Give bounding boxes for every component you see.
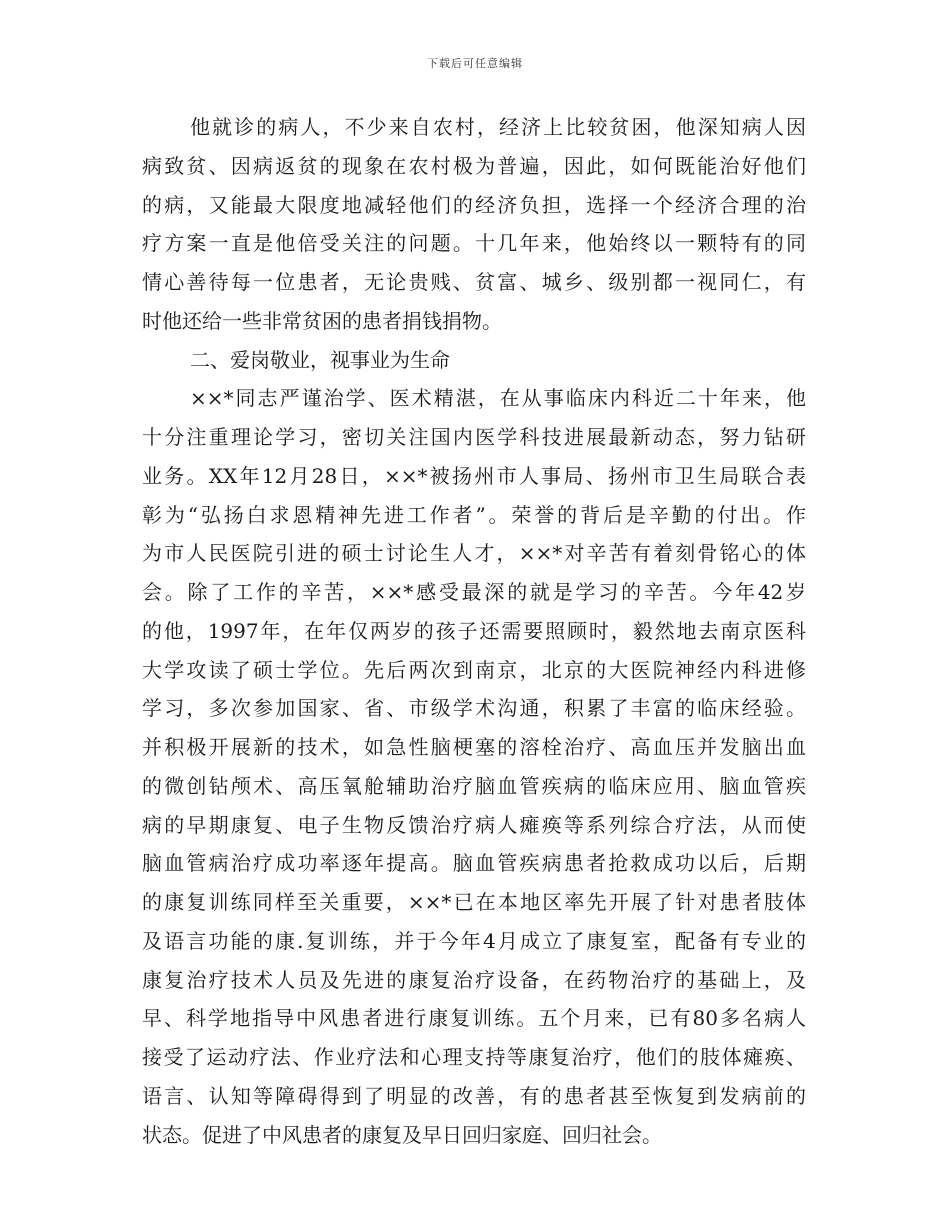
text-line: 及语言功能的康.复训练，并于今年4月成立了康复室，配备有专业的: [142, 928, 806, 953]
text-line: ××*同志严谨治学、医术精湛，在从事临床内科近二十年来，他: [190, 386, 806, 411]
document-body: [142, 108, 806, 1154]
text-line: 业务。XX年12月28日，××*被扬州市人事局、扬州市卫生局联合表: [142, 463, 806, 488]
text-line: 接受了运动疗法、作业疗法和心理支持等康复治疗，他们的肢体瘫痪、: [142, 1045, 806, 1069]
text-line: 彰为“弘扬白求恩精神先进工作者”。荣誉的背后是辛勤的付出。作: [142, 502, 806, 527]
text-line: 病的早期康复、电子生物反馈治疗病人瘫痪等系列综合疗法，从而使: [142, 812, 806, 837]
text-line: 情心善待每一位患者，无论贵贱、贫富、城乡、级别都一视同仁，有: [142, 270, 806, 294]
text-line: 他就诊的病人，不少来自农村，经济上比较贫困，他深知病人因: [190, 115, 806, 139]
section-heading: 二、爱岗敬业，视事业为生命: [190, 347, 450, 372]
text-line: 的病，又能最大限度地减轻他们的经济负担，选择一个经济合理的治: [142, 192, 806, 217]
text-line: 脑血管病治疗成功率逐年提高。脑血管疾病患者抢救成功以后，后期: [142, 851, 806, 876]
text-line: 的微创钻颅术、高压氧舱辅助治疗脑血管疾病的临床应用、脑血管疾: [142, 773, 806, 798]
text-line: 的他，1997年，在年仅两岁的孩子还需要照顾时，毅然地去南京医科: [142, 618, 806, 643]
text-line: 早、科学地指导中风患者进行康复训练。五个月来，已有80多名病人: [142, 1006, 806, 1031]
page-header: 下载后可任意编辑: [427, 57, 523, 70]
text-line: 大学攻读了硕士学位。先后两次到南京，北京的大医院神经内科进修: [142, 657, 806, 682]
text-line: 状态。促进了中风患者的康复及早日回归家庭、回归社会。: [142, 1122, 662, 1147]
text-line: 并积极开展新的技术，如急性脑梗塞的溶栓治疗、高血压并发脑出血: [142, 735, 806, 759]
text-line: 学习，多次参加国家、省、市级学术沟通，积累了丰富的临床经验。: [142, 696, 806, 721]
text-line: 康复治疗技术人员及先进的康复治疗设备，在药物治疗的基础上，及: [142, 967, 806, 992]
text-line: 为市人民医院引进的硕士讨论生人才，××*对辛苦有着刻骨铭心的体: [142, 541, 806, 566]
text-line: 的康复训练同样至关重要，××*已在本地区率先开展了针对患者肢体: [142, 890, 806, 914]
text-line: 语言、认知等障碍得到了明显的改善，有的患者甚至恢复到发病前的: [142, 1083, 806, 1108]
text-line: 疗方案一直是他倍受关注的问题。十几年来，他始终以一颗特有的同: [142, 231, 806, 256]
text-line: 病致贫、因病返贫的现象在农村极为普遍，因此，如何既能治好他们: [142, 153, 806, 178]
text-line: 时他还给一些非常贫困的患者捐钱捐物。: [142, 308, 502, 333]
text-line: 十分注重理论学习，密切关注国内医学科技进展最新动态，努力钻研: [142, 425, 806, 449]
text-line: 会。除了工作的辛苦，××*感受最深的就是学习的辛苦。今年42岁: [142, 580, 806, 604]
